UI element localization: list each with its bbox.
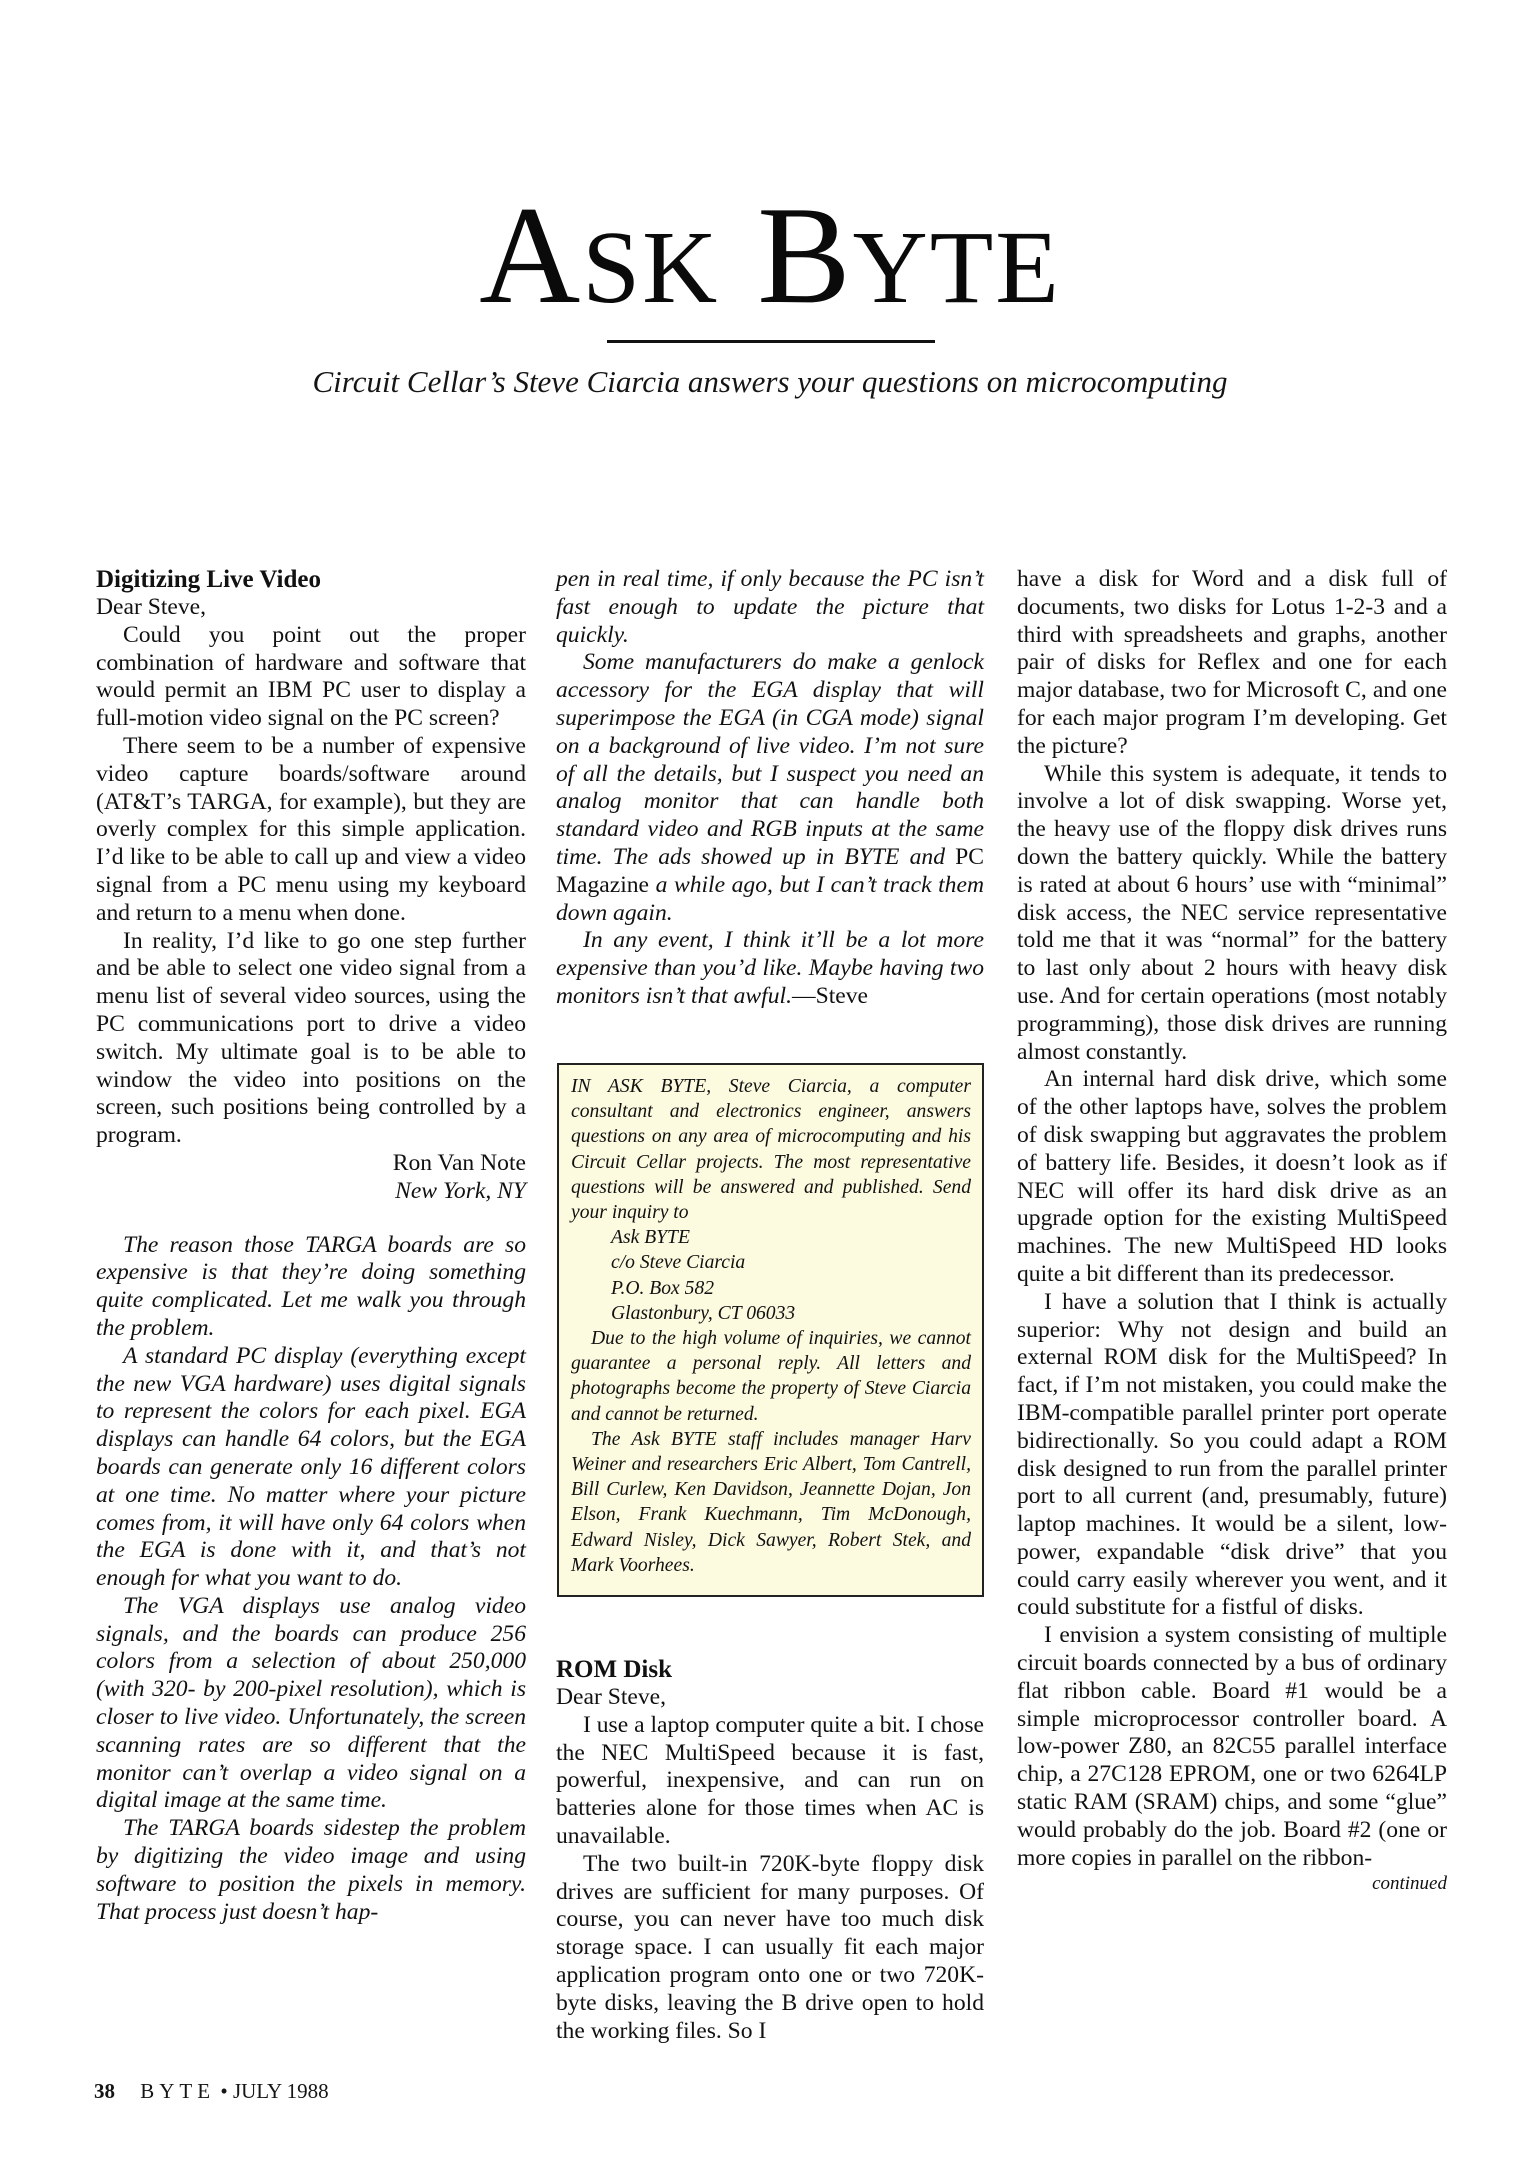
- letter-paragraph: I have a solution that I think is actually superior: Why not design and build an external ROM disk for the MultiSpeed? In fact, if I’m not mistaken, you could make the IBM-compatible parallel printer port operate bidirectionally. So you could adapt a ROM disk designed to run from the parallel printer port to all current (and, presumably, future) laptop machines. It would be a silent, low-power, expandable “disk drive” that you could carry easily wherever you went, and it could substitute for a fistful of disks.: [1017, 1288, 1447, 1621]
- letter-paragraph: Could you point out the proper combination of hardware and software that would permit an IBM PC user to display a full-motion video signal on the PC screen?: [96, 621, 526, 732]
- column-2: [556, 566, 984, 1011]
- continued-label: continued: [1372, 1873, 1447, 1895]
- letter-paragraph: An internal hard disk drive, which some of the other laptops have, solves the problem of disk swapping but aggravates the problem of battery life. Besides, it doesn’t look as if NEC will offer its hard disk drive as an upgrade option for the existing MultiSpeed machines. The new MultiSpeed HD looks quite a bit different than its predecessor.: [1017, 1066, 1447, 1287]
- reply-paragraph: In any event, I think it’ll be a lot more expensive than you’d like. Maybe having two monitors isn’t that awful.—Steve: [556, 927, 984, 1009]
- letter-paragraph: I envision a system consisting of multiple circuit boards connected by a bus of ordinary flat ribbon cable. Board #1 would be a simple microprocessor controller board. A low-power Z80, an 82C55 parallel interface chip, a 27C128 EPROM, one or two 6264LP static RAM (SRAM) chips, and some “glue” would probably do the job. Board #2 (one or more copies in parallel on the ribbon-: [1017, 1622, 1447, 1871]
- page-subtitle: Circuit Cellar’s Steve Ciarcia answers your questions on microcomputing: [312, 364, 1228, 399]
- reply-paragraph: Some manufacturers do make a genlock accessory for the EGA display that will superimpose the EGA (in CGA mode) signal on a background of live video. I’m not sure of all the details, but I suspect you need an analog monitor that can handle both standard video and RGB inputs at the same time. The ads showed up in BYTE and PC Magazine a while ago, but I can’t track them down again.: [556, 649, 984, 926]
- reply-paragraph: The reason those TARGA boards are so expensive is that they’re doing something quite complicated. Let me walk you through the problem.: [96, 1231, 526, 1341]
- reply-paragraph: The VGA displays use analog video signals, and the boards can produce 256 colors from a selection of about 250,000 (with 320- by 200-pixel resolution), which is closer to live video. Unfortunately, the screen scanning rates are so different that the monitor can’t overlap a video signal on a digital image at the same time.: [96, 1592, 526, 1814]
- reply-signoff: —Steve: [791, 982, 868, 1009]
- magazine-name-pc-magazine: PC Magazine: [556, 843, 984, 898]
- column-1: [96, 566, 526, 1926]
- letter-salutation: Dear Steve,: [96, 594, 207, 620]
- magazine-name-byte: BYTE: [844, 843, 900, 870]
- magazine-name: BYTE: [140, 2079, 216, 2103]
- address-line: P.O. Box 582: [611, 1277, 715, 1299]
- issue-date: JULY 1988: [232, 2079, 329, 2103]
- title-initial-b: B: [757, 178, 853, 333]
- letter-paragraph: have a disk for Word and a disk full of documents, two disks for Lotus 1-2-3 and a third with spreadsheets and graphs, another pair of disks for Reflex and one for each major database, two for Microsoft C, and one for each major program I’m developing. Get the picture?: [1017, 566, 1447, 759]
- article-heading-digitizing-live-video: Digitizing Live Video: [96, 566, 321, 593]
- letter-paragraph: I use a laptop computer quite a bit. I chose the NEC MultiSpeed because it is fast, powerful, inexpensive, and can run on batteries alone for those times when AC is unavailable.: [556, 1711, 984, 1849]
- title-initial-a: A: [479, 178, 583, 333]
- page-title: [0, 178, 1540, 338]
- article-heading-rom-disk: ROM Disk: [556, 1656, 672, 1683]
- letter-paragraph: In reality, I’d like to go one step further and be able to select one video signal from a menu list of several video sources, using the PC communications port to drive a video switch. My ultimate goal is to be able to window the video into positions on the screen, such positions being controlled by a program.: [96, 927, 526, 1149]
- info-box-disclaimer: Due to the high volume of inquiries, we cannot guarantee a personal reply. All letters and photographs become the property of Steve Ciarcia and cannot be returned.: [571, 1328, 971, 1425]
- info-box-lead: IN ASK BYTE: [571, 1076, 707, 1097]
- ask-byte-info-box: [557, 1063, 984, 1597]
- letter-paragraph: While this system is adequate, it tends to involve a lot of disk swapping. Worse yet, the heavy use of the floppy disk drives runs down the battery quickly. While the battery is rated at about 6 hours’ use with “minimal” disk access, the NEC service representative told me that it was “normal” for the battery to last only about 2 hours with heavy disk use. And for certain operations (most notably programming), those disk drives are running almost constantly.: [1017, 760, 1447, 1065]
- address-line: c/o Steve Ciarcia: [611, 1252, 746, 1274]
- letter-signature-location: New York, NY: [395, 1177, 526, 1204]
- column-3: [1017, 566, 1447, 1896]
- page-number: 38: [94, 2079, 115, 2103]
- title-small-caps-yte: YTE: [852, 210, 1061, 325]
- reply-paragraph: The TARGA boards sidestep the problem by digitizing the video image and using software to position the pixels in memory. That process just doesn’t hap-: [96, 1815, 526, 1925]
- footer-separator: •: [220, 2079, 228, 2103]
- address-line: Glastonbury, CT 06033: [611, 1302, 796, 1324]
- mailing-address: [571, 1225, 971, 1326]
- page-footer: [94, 2078, 329, 2104]
- title-divider: [607, 340, 935, 343]
- letter-paragraph: The two built-in 720K-byte floppy disk drives are sufficient for many purposes. Of course, you can never have too much disk storage space. I can usually fit each major application program onto one or two 720K-byte disks, leaving the B drive open to hold the working files. So I: [556, 1850, 984, 2044]
- letter-salutation: Dear Steve,: [556, 1684, 667, 1710]
- letter-signature-name: Ron Van Note: [392, 1149, 526, 1176]
- address-line: Ask BYTE: [611, 1227, 690, 1249]
- reply-paragraph: pen in real time, if only because the PC isn’t fast enough to update the picture that quickly.: [556, 566, 984, 648]
- letter-paragraph: There seem to be a number of expensive video capture boards/software around (AT&T’s TARGA, for example), but they are overly complex for this simple application. I’d like to be able to call up and view a video signal from a PC menu using my keyboard and return to a menu when done.: [96, 732, 526, 926]
- column-2-lower: [556, 1656, 984, 2045]
- reply-paragraph: A standard PC display (everything except the new VGA hardware) uses digital signals to represent the colors for each pixel. EGA displays can handle 64 colors, but the EGA boards can generate only 16 different colors at one time. No matter where your picture comes from, it will have only 64 colors when the EGA is done with it, and that’s not enough for what you want to do.: [96, 1342, 526, 1592]
- info-box-intro: IN ASK BYTE, Steve Ciarcia, a computer consultant and electronics engineer, answers questions on any area of microcomputing and his Circuit Cellar projects. The most representative questions will be answered and published. Send your inquiry to: [571, 1076, 971, 1224]
- title-small-caps-sk: SK: [582, 210, 720, 325]
- info-box-staff: The Ask BYTE staff includes manager Harv Weiner and researchers Eric Albert, Tom Cantrell, Bill Curlew, Ken Davidson, Jeannette Dojan, Jon Elson, Frank Kuechmann, Tim McDonough, Edward Nisley, Dick Sawyer, Robert Stek, and Mark Voorhees.: [571, 1428, 971, 1576]
